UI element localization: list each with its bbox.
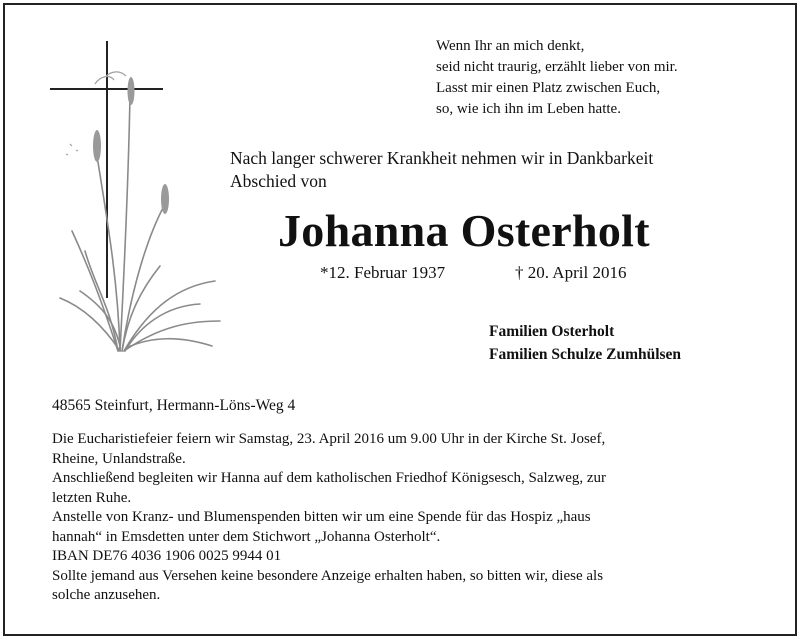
family-line: Familien Schulze Zumhülsen — [489, 346, 682, 363]
poem-line: seid nicht traurig, erzählt lieber von mir. — [436, 59, 678, 75]
poem-line: Lasst mir einen Platz zwischen Euch, — [436, 80, 661, 96]
body-line: letzten Ruhe. — [52, 489, 132, 506]
body-line: hannah“ in Emsdetten unter dem Stichwort „Johanna Osterholt“. — [52, 528, 441, 545]
body-line: Sollte jemand aus Versehen keine besondere Anzeige erhalten haben, so bitten wir, diese als — [52, 567, 604, 584]
poem — [436, 36, 678, 120]
address: 48565 Steinfurt, Hermann-Löns-Weg 4 — [52, 397, 296, 414]
body-line: solche anzusehen. — [52, 587, 161, 603]
poem-line: so, wie ich ihn im Leben hatte. — [436, 101, 621, 117]
body-line: Rheine, Unlandstraße. — [52, 450, 186, 467]
families-signature — [489, 320, 681, 366]
body-line: Anstelle von Kranz- und Blumenspenden bitten wir um eine Spende für das Hospiz „haus — [52, 509, 591, 525]
birth-date: *12. Februar 1937 — [320, 263, 446, 282]
intro-line: Abschied von — [230, 171, 327, 191]
iban-line: IBAN DE76 4036 1906 0025 9944 01 — [52, 548, 282, 564]
intro-text — [230, 147, 790, 193]
body-line: Die Eucharistiefeier feiern wir Samstag, 23. April 2016 um 9.00 Uhr in der Kirche St. Josef, — [52, 431, 606, 447]
service-details — [52, 430, 764, 606]
deceased-name-text: Johanna Osterholt — [278, 205, 650, 256]
family-line: Familien Osterholt — [489, 323, 615, 340]
poem-line: Wenn Ihr an mich denkt, — [436, 38, 585, 54]
body-line: Anschließend begleiten wir Hanna auf dem katholischen Friedhof Königsesch, Salzweg, zur — [52, 470, 607, 486]
cross-with-reeds-illustration — [40, 36, 230, 356]
death-date: † 20. April 2016 — [515, 263, 627, 282]
intro-line: Nach langer schwerer Krankheit nehmen wir in Dankbarkeit — [230, 148, 654, 168]
